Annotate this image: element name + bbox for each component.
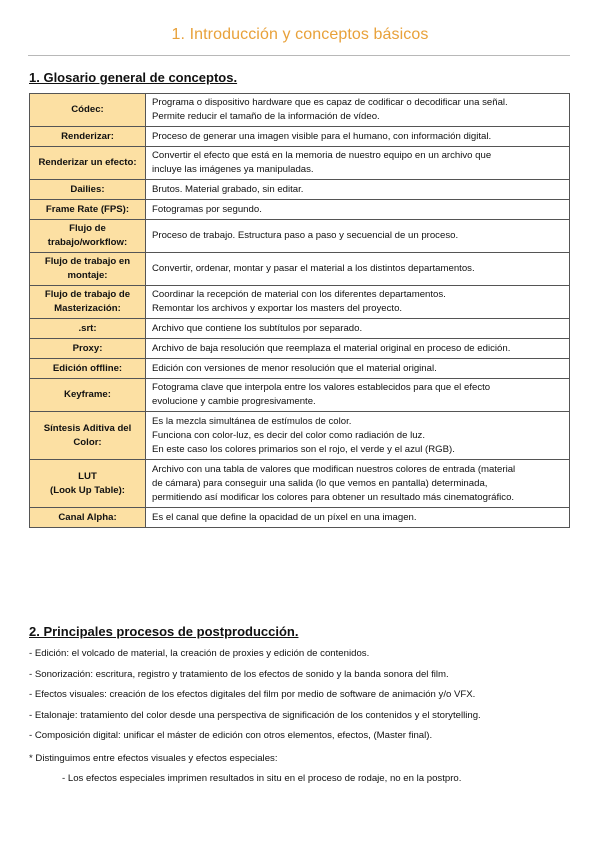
definition-line: Convertir, ordenar, montar y pasar el material a los distintos departamentos. [152,263,475,274]
table-row [30,127,570,147]
definition-line: Proceso de generar una imagen visible para el humano, con información digital. [152,130,492,142]
sub-note: - Los efectos especiales imprimen resultados in situ en el proceso de rodaje, no en la postpro. [62,773,462,784]
definition-line: evolucione y cambie progresivamente. [152,396,316,407]
list-item: - Sonorización: escritura, registro y tratamiento de los efectos de sonido y la banda sonora del film. [29,668,449,680]
table-row [30,359,570,379]
table-row [30,94,570,127]
glossary-term: Canal Alpha: [30,508,146,528]
list-item: - Etalonaje: tratamiento del color desde una perspectiva de significación de los contenidos y el storytelling. [29,709,481,721]
note: * Distinguimos entre efectos visuales y efectos especiales: [29,753,278,764]
glossary-term: Flujo de trabajo de Masterización: [30,286,146,319]
definition-line: Archivo de baja resolución que reemplaza el material original en proceso de edición. [152,342,511,354]
glossary-definition [146,508,570,528]
table-row [30,200,570,220]
glossary-term: Códec: [30,94,146,127]
glossary-definition [146,319,570,339]
glossary-table [29,93,570,528]
table-row [30,147,570,180]
table-row [30,412,570,460]
glossary-term: Renderizar: [30,127,146,147]
glossary-definition [146,127,570,147]
table-row [30,319,570,339]
glossary-heading: 1. Glosario general de conceptos. [29,70,238,85]
definition-line: Remontar los archivos y exportar los masters del proyecto. [152,303,403,314]
table-row [30,460,570,508]
table-row [30,286,570,319]
definition-line: Edición con versiones de menor resolución que el material original. [152,362,437,374]
glossary-definition [146,253,570,286]
definition-line: Archivo que contiene los subtítulos por separado. [152,322,363,334]
table-row [30,253,570,286]
definition-line: Proceso de trabajo. Estructura paso a paso y secuencial de un proceso. [152,230,459,241]
glossary-term: Dailies: [30,180,146,200]
glossary-definition [146,359,570,379]
page-title: 1. Introducción y conceptos básicos [171,26,429,43]
definition-line: de cámara) para conseguir una salida (lo que vemos en pantalla) determinada, [152,477,488,489]
table-row [30,508,570,528]
processes-list [29,647,574,750]
definition-line: Permite reducir el tamaño de la información de vídeo. [152,111,380,122]
definition-line: Es la mezcla simultánea de estímulos de color. [152,415,352,427]
glossary-definition [146,339,570,359]
glossary-term: Síntesis Aditiva del Color: [30,412,146,460]
definition-line: Coordinar la recepción de material con los diferentes departamentos. [152,289,446,300]
list-item: - Edición: el volcado de material, la creación de proxies y edición de contenidos. [29,648,370,659]
list-item: - Composición digital: unificar el máster de edición con otros elementos, efectos, (Master final). [29,730,433,742]
glossary-definition [146,286,570,319]
title-divider [28,55,570,56]
definition-line: permitiendo así modificar los colores para obtener un resultado más cinematográfico. [152,491,515,503]
definition-line: Es el canal que define la opacidad de un píxel en una imagen. [152,511,417,523]
glossary-definition [146,94,570,127]
definition-line: Funciona con color-luz, es decir del color como radiación de luz. [152,429,426,441]
table-row [30,220,570,253]
definition-line: En este caso los colores primarios son el rojo, el verde y el azul (RGB). [152,443,455,455]
glossary-definition [146,147,570,180]
glossary-definition [146,379,570,412]
table-row [30,180,570,200]
glossary-definition [146,220,570,253]
glossary-term: LUT (Look Up Table): [30,460,146,508]
glossary-term: .srt: [30,319,146,339]
table-row [30,339,570,359]
definition-line: Convertir el efecto que está en la memoria de nuestro equipo en un archivo que [152,150,492,161]
glossary-definition [146,200,570,220]
definition-line: Programa o dispositivo hardware que es capaz de codificar o decodificar una señal. [152,97,508,108]
definition-line: Fotograma clave que interpola entre los valores establecidos para que el efecto [152,382,491,393]
definition-line: incluye las imágenes ya manipuladas. [152,164,314,175]
glossary-definition [146,460,570,508]
processes-heading: 2. Principales procesos de postproducción. [29,624,299,639]
glossary-term: Frame Rate (FPS): [30,200,146,220]
glossary-definition [146,180,570,200]
definition-line: Brutos. Material grabado, sin editar. [152,183,304,195]
glossary-term: Renderizar un efecto: [30,147,146,180]
definition-line: Archivo con una tabla de valores que modifican nuestros colores de entrada (material [152,463,516,475]
table-row [30,379,570,412]
glossary-term: Proxy: [30,339,146,359]
glossary-term: Flujo de trabajo en montaje: [30,253,146,286]
glossary-term: Edición offline: [30,359,146,379]
glossary-term: Flujo de trabajo/workflow: [30,220,146,253]
definition-line: Fotogramas por segundo. [152,203,262,215]
list-item: - Efectos visuales: creación de los efectos digitales del film por medio de software de animación y/o VFX. [29,689,476,701]
glossary-definition [146,412,570,460]
glossary-term: Keyframe: [30,379,146,412]
